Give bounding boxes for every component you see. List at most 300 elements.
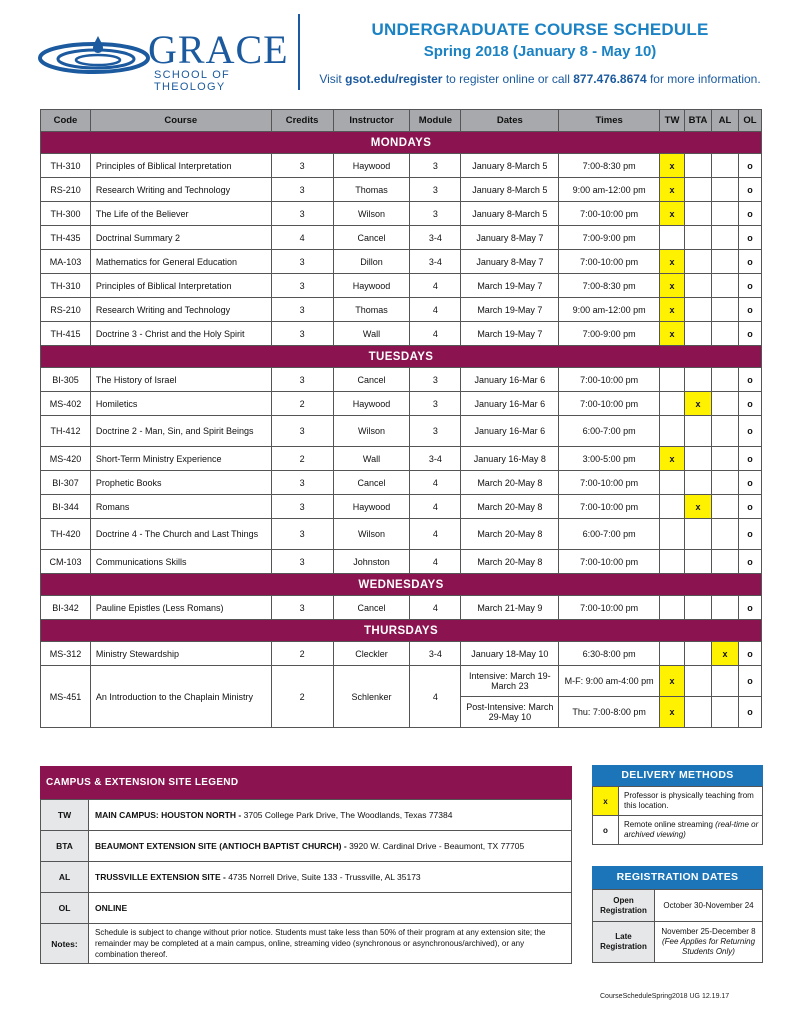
course-module: 4 xyxy=(410,495,461,519)
day-header-row xyxy=(41,346,762,368)
course-name: Prophetic Books xyxy=(90,471,271,495)
bta-mark xyxy=(685,471,712,495)
course-name: Doctrine 2 - Man, Sin, and Spirit Beings xyxy=(90,416,271,447)
course-dates: March 20-May 8 xyxy=(461,550,559,574)
table-row xyxy=(41,298,762,322)
delivery-methods xyxy=(592,765,763,845)
course-instructor: Dillon xyxy=(333,250,410,274)
phone-number: 877.476.8674 xyxy=(573,72,647,86)
day-header: MONDAYS xyxy=(41,132,762,154)
al-mark xyxy=(711,392,738,416)
course-times: 6:00-7:00 pm xyxy=(559,416,660,447)
ol-mark: o xyxy=(738,368,761,392)
al-mark xyxy=(711,666,738,697)
course-code: RS-210 xyxy=(41,178,91,202)
ol-mark: o xyxy=(738,322,761,346)
course-instructor: Wall xyxy=(333,322,410,346)
course-module: 3-4 xyxy=(410,447,461,471)
tw-mark: x xyxy=(660,202,685,226)
logo-subtitle: SCHOOL OF THEOLOGY xyxy=(154,69,231,93)
course-code: MS-451 xyxy=(41,666,91,728)
tw-mark: x xyxy=(660,250,685,274)
al-mark xyxy=(711,154,738,178)
bta-mark xyxy=(685,178,712,202)
bta-mark xyxy=(685,697,712,728)
course-module: 4 xyxy=(410,550,461,574)
course-instructor: Wilson xyxy=(333,519,410,550)
course-credits: 3 xyxy=(271,550,333,574)
ol-mark: o xyxy=(738,666,761,697)
course-times: 7:00-10:00 pm xyxy=(559,368,660,392)
course-times: 7:00-10:00 pm xyxy=(559,550,660,574)
tw-mark: x xyxy=(660,274,685,298)
al-mark xyxy=(711,226,738,250)
late-registration-label: Late Registration xyxy=(593,922,655,963)
course-dates: January 8-May 7 xyxy=(461,226,559,250)
ol-mark: o xyxy=(738,550,761,574)
open-registration-label: Open Registration xyxy=(593,890,655,922)
course-name: Homiletics xyxy=(90,392,271,416)
bta-mark xyxy=(685,298,712,322)
table-row xyxy=(41,519,762,550)
course-module: 3 xyxy=(410,154,461,178)
bta-mark xyxy=(685,596,712,620)
bta-mark xyxy=(685,642,712,666)
table-row xyxy=(41,596,762,620)
legend-site-name: MAIN CAMPUS: HOUSTON NORTH - xyxy=(95,810,242,820)
course-credits: 3 xyxy=(271,154,333,178)
delivery-title: DELIVERY METHODS xyxy=(592,765,763,786)
open-registration-value: October 30-November 24 xyxy=(655,890,763,922)
course-credits: 3 xyxy=(271,298,333,322)
course-dates: March 20-May 8 xyxy=(461,519,559,550)
al-mark: x xyxy=(711,642,738,666)
table-row xyxy=(41,226,762,250)
course-name: Communications Skills xyxy=(90,550,271,574)
legend-site-address: 3920 W. Cardinal Drive - Beaumont, TX 77705 xyxy=(349,841,525,851)
legend-notes-row xyxy=(41,924,572,964)
course-module: 4 xyxy=(410,519,461,550)
al-mark xyxy=(711,519,738,550)
ol-mark: o xyxy=(738,642,761,666)
legend-site-address: 4735 Norrell Drive, Suite 133 - Trussville, AL 35173 xyxy=(228,872,421,882)
course-name: Doctrine 3 - Christ and the Holy Spirit xyxy=(90,322,271,346)
bta-mark xyxy=(685,274,712,298)
tw-mark xyxy=(660,226,685,250)
registration-row xyxy=(593,890,763,922)
course-times: M-F: 9:00 am-4:00 pm xyxy=(559,666,660,697)
bta-mark xyxy=(685,666,712,697)
course-code: CM-103 xyxy=(41,550,91,574)
day-header: TUESDAYS xyxy=(41,346,762,368)
legend-row xyxy=(41,893,572,924)
al-mark xyxy=(711,471,738,495)
o-symbol: o xyxy=(593,816,619,845)
bta-mark xyxy=(685,202,712,226)
bta-mark: x xyxy=(685,495,712,519)
col-header: Dates xyxy=(461,110,559,132)
course-times: 7:00-10:00 pm xyxy=(559,596,660,620)
course-name: The Life of the Believer xyxy=(90,202,271,226)
contact-info xyxy=(300,72,780,86)
legend-code: TW xyxy=(41,800,89,831)
bta-mark xyxy=(685,519,712,550)
course-dates: March 19-May 7 xyxy=(461,322,559,346)
course-credits: 3 xyxy=(271,274,333,298)
course-module: 4 xyxy=(410,322,461,346)
course-credits: 2 xyxy=(271,392,333,416)
table-row xyxy=(41,274,762,298)
x-description: Professor is physically teaching from this location. xyxy=(619,787,763,816)
o-text: Remote online streaming xyxy=(624,820,713,829)
course-credits: 3 xyxy=(271,178,333,202)
x-symbol: x xyxy=(593,787,619,816)
course-code: BI-305 xyxy=(41,368,91,392)
course-instructor: Wilson xyxy=(333,202,410,226)
course-code: TH-300 xyxy=(41,202,91,226)
table-row xyxy=(41,666,762,697)
registration-table xyxy=(592,889,763,963)
water-swoosh-icon xyxy=(38,32,150,76)
course-dates: March 19-May 7 xyxy=(461,298,559,322)
col-header: AL xyxy=(711,110,738,132)
bta-mark xyxy=(685,154,712,178)
course-name: Principles of Biblical Interpretation xyxy=(90,274,271,298)
tw-mark xyxy=(660,368,685,392)
course-dates: March 19-May 7 xyxy=(461,274,559,298)
course-instructor: Haywood xyxy=(333,274,410,298)
course-credits: 3 xyxy=(271,416,333,447)
legend-desc xyxy=(89,800,572,831)
course-instructor: Haywood xyxy=(333,392,410,416)
table-row xyxy=(41,368,762,392)
course-dates: January 18-May 10 xyxy=(461,642,559,666)
al-mark xyxy=(711,298,738,322)
table-row xyxy=(41,495,762,519)
course-code: MA-103 xyxy=(41,250,91,274)
grace-logo xyxy=(38,27,289,93)
al-mark xyxy=(711,550,738,574)
course-instructor: Thomas xyxy=(333,178,410,202)
course-schedule-table xyxy=(40,109,762,728)
course-instructor: Wall xyxy=(333,447,410,471)
col-header: Instructor xyxy=(333,110,410,132)
col-header: Course xyxy=(90,110,271,132)
legend-site-address: 3705 College Park Drive, The Woodlands, Texas 77384 xyxy=(243,810,453,820)
course-instructor: Cleckler xyxy=(333,642,410,666)
ol-mark: o xyxy=(738,519,761,550)
course-code: MS-312 xyxy=(41,642,91,666)
course-credits: 3 xyxy=(271,519,333,550)
course-code: BI-344 xyxy=(41,495,91,519)
legend-site-name: ONLINE xyxy=(95,903,128,913)
course-times: 7:00-9:00 pm xyxy=(559,322,660,346)
course-times: 6:00-7:00 pm xyxy=(559,519,660,550)
course-code: TH-435 xyxy=(41,226,91,250)
col-header: TW xyxy=(660,110,685,132)
col-header: Times xyxy=(559,110,660,132)
course-module: 3 xyxy=(410,202,461,226)
course-dates: January 8-March 5 xyxy=(461,154,559,178)
course-times: 3:00-5:00 pm xyxy=(559,447,660,471)
course-module: 4 xyxy=(410,666,461,728)
tw-mark: x xyxy=(660,666,685,697)
ol-mark: o xyxy=(738,447,761,471)
ol-mark: o xyxy=(738,471,761,495)
course-instructor: Haywood xyxy=(333,495,410,519)
page-header xyxy=(0,0,791,100)
course-code: TH-420 xyxy=(41,519,91,550)
col-header: OL xyxy=(738,110,761,132)
course-credits: 3 xyxy=(271,471,333,495)
legend-desc xyxy=(89,831,572,862)
course-module: 3 xyxy=(410,178,461,202)
legend-desc xyxy=(89,893,572,924)
table-row xyxy=(41,178,762,202)
course-credits: 3 xyxy=(271,368,333,392)
course-module: 4 xyxy=(410,298,461,322)
course-credits: 3 xyxy=(271,322,333,346)
course-module: 4 xyxy=(410,596,461,620)
course-dates: January 8-March 5 xyxy=(461,178,559,202)
course-times: 7:00-10:00 pm xyxy=(559,202,660,226)
tw-mark: x xyxy=(660,178,685,202)
course-name: Principles of Biblical Interpretation xyxy=(90,154,271,178)
course-code: BI-307 xyxy=(41,471,91,495)
course-name: The History of Israel xyxy=(90,368,271,392)
course-dates: January 8-May 7 xyxy=(461,250,559,274)
table-header-row xyxy=(41,110,762,132)
ol-mark: o xyxy=(738,250,761,274)
course-instructor: Cancel xyxy=(333,368,410,392)
table-row xyxy=(41,250,762,274)
course-code: MS-402 xyxy=(41,392,91,416)
ol-mark: o xyxy=(738,178,761,202)
course-dates: January 16-Mar 6 xyxy=(461,392,559,416)
table-row xyxy=(41,471,762,495)
registration-row xyxy=(593,922,763,963)
al-mark xyxy=(711,322,738,346)
ol-mark: o xyxy=(738,274,761,298)
delivery-table xyxy=(592,786,763,845)
ol-mark: o xyxy=(738,298,761,322)
table-row xyxy=(41,550,762,574)
course-credits: 2 xyxy=(271,447,333,471)
bta-mark xyxy=(685,226,712,250)
legend-desc xyxy=(89,862,572,893)
registration-dates xyxy=(592,866,763,963)
bta-mark xyxy=(685,322,712,346)
info-middle: to register online or call xyxy=(445,72,570,86)
tw-mark xyxy=(660,392,685,416)
course-code: TH-310 xyxy=(41,154,91,178)
bta-mark xyxy=(685,416,712,447)
ol-mark: o xyxy=(738,392,761,416)
course-credits: 3 xyxy=(271,495,333,519)
course-dates: Intensive: March 19-March 23 xyxy=(461,666,559,697)
table-row xyxy=(41,202,762,226)
late-fee-note: (Fee Applies for Returning Students Only) xyxy=(661,937,756,956)
course-name: Research Writing and Technology xyxy=(90,178,271,202)
course-name: Romans xyxy=(90,495,271,519)
ol-mark: o xyxy=(738,416,761,447)
al-mark xyxy=(711,250,738,274)
course-instructor: Cancel xyxy=(333,226,410,250)
table-row xyxy=(41,392,762,416)
course-name: Research Writing and Technology xyxy=(90,298,271,322)
course-dates: January 16-May 8 xyxy=(461,447,559,471)
course-dates: January 16-Mar 6 xyxy=(461,368,559,392)
legend-code: BTA xyxy=(41,831,89,862)
legend-site-name: TRUSSVILLE EXTENSION SITE - xyxy=(95,872,226,882)
course-code: RS-210 xyxy=(41,298,91,322)
course-code: TH-415 xyxy=(41,322,91,346)
table-row xyxy=(41,322,762,346)
tw-mark xyxy=(660,416,685,447)
course-name: Ministry Stewardship xyxy=(90,642,271,666)
tw-mark: x xyxy=(660,154,685,178)
campus-legend xyxy=(40,766,572,964)
document-footer: CourseScheduleSpring2018 UG 12.19.17 xyxy=(600,993,730,1000)
course-instructor: Cancel xyxy=(333,596,410,620)
course-instructor: Wilson xyxy=(333,416,410,447)
col-header: Credits xyxy=(271,110,333,132)
table-row xyxy=(41,154,762,178)
course-times: 7:00-10:00 pm xyxy=(559,495,660,519)
course-instructor: Johnston xyxy=(333,550,410,574)
tw-mark: x xyxy=(660,447,685,471)
course-name: Short-Term Ministry Experience xyxy=(90,447,271,471)
registration-title: REGISTRATION DATES xyxy=(592,866,763,889)
legend-code: AL xyxy=(41,862,89,893)
bta-mark xyxy=(685,250,712,274)
al-mark xyxy=(711,495,738,519)
course-times: Thu: 7:00-8:00 pm xyxy=(559,697,660,728)
ol-mark: o xyxy=(738,596,761,620)
al-mark xyxy=(711,416,738,447)
course-times: 7:00-10:00 pm xyxy=(559,250,660,274)
course-code: BI-342 xyxy=(41,596,91,620)
delivery-row xyxy=(593,787,763,816)
course-instructor: Haywood xyxy=(333,154,410,178)
al-mark xyxy=(711,178,738,202)
course-times: 9:00 am-12:00 pm xyxy=(559,298,660,322)
course-dates: Post-Intensive: March 29-May 10 xyxy=(461,697,559,728)
course-module: 3-4 xyxy=(410,250,461,274)
course-instructor: Cancel xyxy=(333,471,410,495)
course-code: TH-310 xyxy=(41,274,91,298)
table-row xyxy=(41,416,762,447)
course-instructor: Thomas xyxy=(333,298,410,322)
day-header-row xyxy=(41,132,762,154)
table-row xyxy=(41,642,762,666)
col-header: BTA xyxy=(685,110,712,132)
course-module: 3 xyxy=(410,416,461,447)
bta-mark xyxy=(685,550,712,574)
bta-mark xyxy=(685,368,712,392)
ol-mark: o xyxy=(738,154,761,178)
legend-row xyxy=(41,831,572,862)
course-name: Pauline Epistles (Less Romans) xyxy=(90,596,271,620)
course-name: Mathematics for General Education xyxy=(90,250,271,274)
col-header: Module xyxy=(410,110,461,132)
course-credits: 3 xyxy=(271,202,333,226)
page-title: UNDERGRADUATE COURSE SCHEDULE xyxy=(371,20,709,39)
al-mark xyxy=(711,202,738,226)
al-mark xyxy=(711,447,738,471)
day-header: WEDNESDAYS xyxy=(41,574,762,596)
course-module: 3 xyxy=(410,368,461,392)
course-module: 4 xyxy=(410,471,461,495)
course-code: MS-420 xyxy=(41,447,91,471)
course-times: 7:00-10:00 pm xyxy=(559,471,660,495)
bta-mark xyxy=(685,447,712,471)
tw-mark: x xyxy=(660,322,685,346)
al-mark xyxy=(711,596,738,620)
ol-mark: o xyxy=(738,495,761,519)
legend-table xyxy=(40,799,572,964)
delivery-row xyxy=(593,816,763,845)
course-dates: January 16-Mar 6 xyxy=(461,416,559,447)
bta-mark: x xyxy=(685,392,712,416)
course-code: TH-412 xyxy=(41,416,91,447)
legend-code: OL xyxy=(41,893,89,924)
info-prefix: Visit xyxy=(319,72,342,86)
course-module: 3 xyxy=(410,392,461,416)
al-mark xyxy=(711,697,738,728)
course-times: 7:00-8:30 pm xyxy=(559,274,660,298)
course-name: An Introduction to the Chaplain Ministry xyxy=(90,666,271,728)
course-credits: 2 xyxy=(271,642,333,666)
tw-mark xyxy=(660,550,685,574)
notes-label: Notes: xyxy=(41,924,89,964)
legend-title: CAMPUS & EXTENSION SITE LEGEND xyxy=(40,766,572,799)
ol-mark: o xyxy=(738,697,761,728)
course-module: 4 xyxy=(410,274,461,298)
course-times: 7:00-10:00 pm xyxy=(559,392,660,416)
course-dates: January 8-March 5 xyxy=(461,202,559,226)
notes-text: Schedule is subject to change without prior notice. Students must take less than 50% of their program at any extension site; the remainder may be completed at a main campus, online, streaming video (synchronous or asynchronous/archived), or any combination thereof. xyxy=(89,924,572,964)
al-mark xyxy=(711,368,738,392)
course-dates: March 20-May 8 xyxy=(461,495,559,519)
tw-mark xyxy=(660,642,685,666)
course-times: 9:00 am-12:00 pm xyxy=(559,178,660,202)
ol-mark: o xyxy=(738,226,761,250)
legend-row xyxy=(41,800,572,831)
course-module: 3-4 xyxy=(410,642,461,666)
course-dates: March 20-May 8 xyxy=(461,471,559,495)
late-dates: November 25-December 8 xyxy=(661,927,756,936)
tw-mark xyxy=(660,596,685,620)
tw-mark xyxy=(660,519,685,550)
table-row xyxy=(41,447,762,471)
tw-mark: x xyxy=(660,298,685,322)
course-times: 6:30-8:00 pm xyxy=(559,642,660,666)
o-text-italic: (real-time or archived viewing) xyxy=(624,820,759,839)
tw-mark xyxy=(660,495,685,519)
course-instructor: Schlenker xyxy=(333,666,410,728)
course-credits: 3 xyxy=(271,596,333,620)
course-credits: 4 xyxy=(271,226,333,250)
course-name: Doctrine 4 - The Church and Last Things xyxy=(90,519,271,550)
day-header: THURSDAYS xyxy=(41,620,762,642)
legend-row xyxy=(41,862,572,893)
tw-mark: x xyxy=(660,697,685,728)
course-times: 7:00-8:30 pm xyxy=(559,154,660,178)
legend-site-name: BEAUMONT EXTENSION SITE (ANTIOCH BAPTIST CHURCH) - xyxy=(95,841,347,851)
al-mark xyxy=(711,274,738,298)
register-link[interactable]: gsot.edu/register xyxy=(345,72,443,86)
